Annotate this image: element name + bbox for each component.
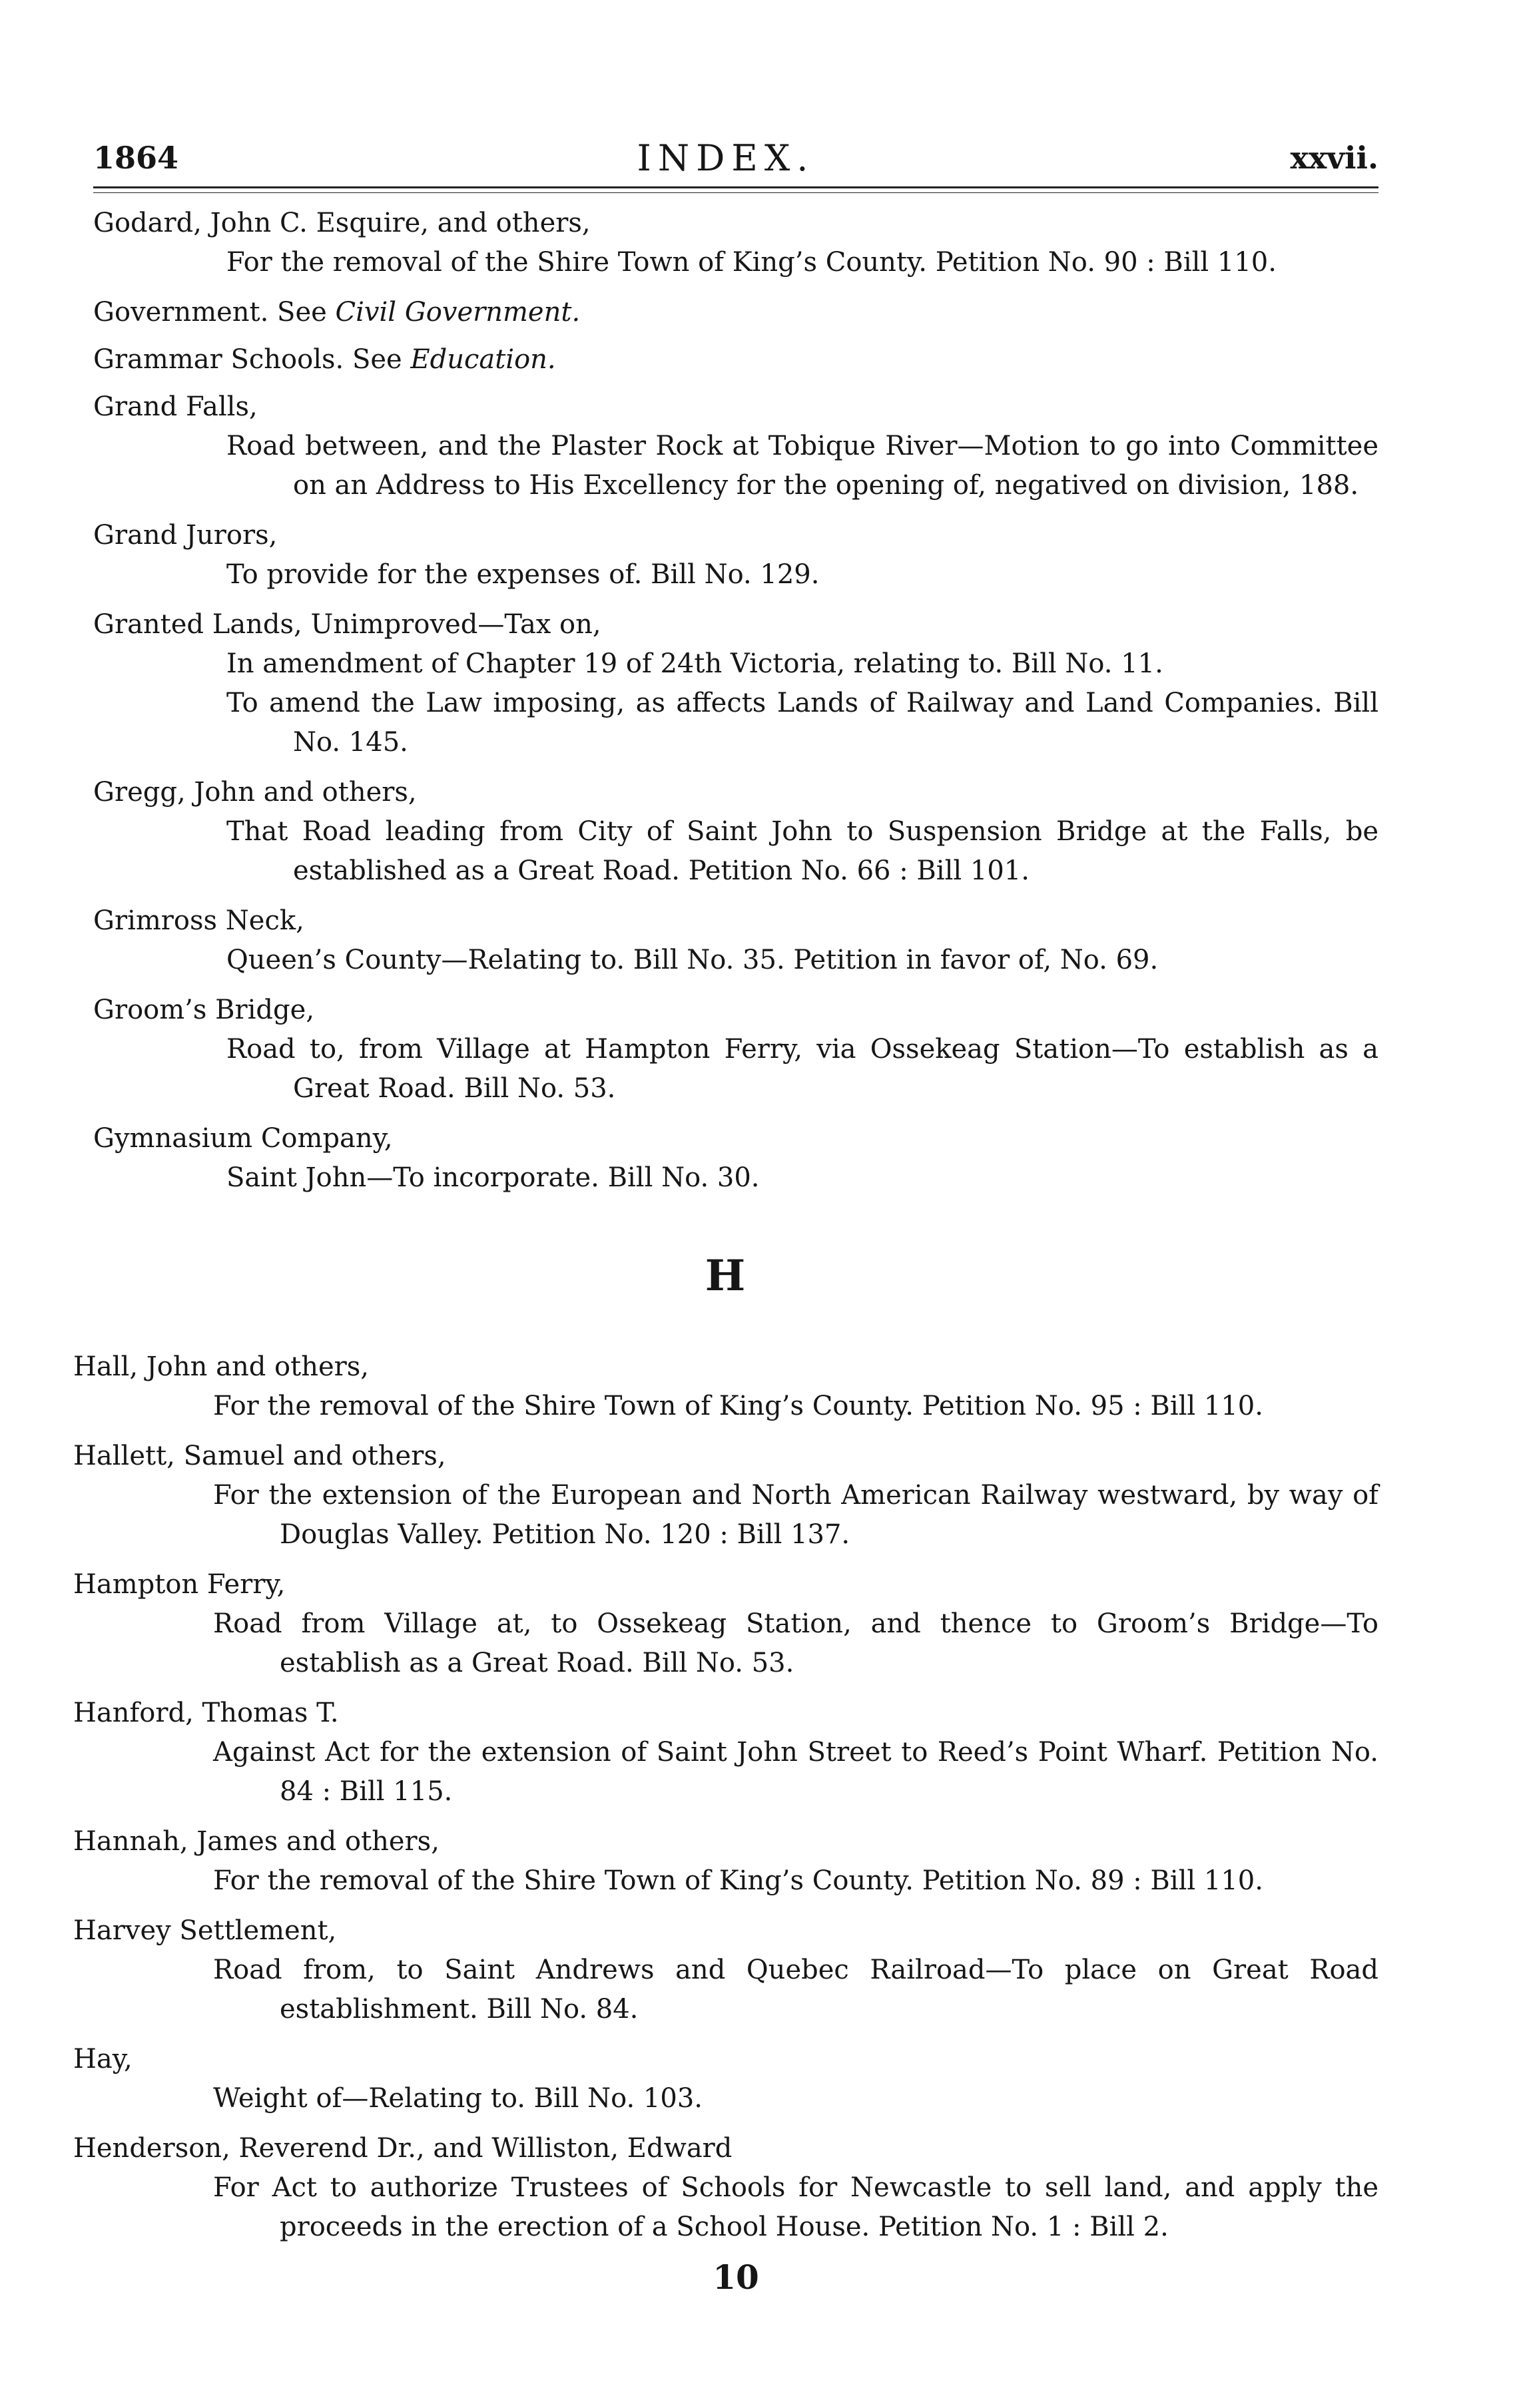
index-entry xyxy=(73,2040,1378,2118)
entry-subentry: For the extension of the European and North American Railway westward, by way of Douglas Valley. Petition No. 120 : Bill 137. xyxy=(213,1480,1378,1550)
entry-heading: Gregg, John and others, xyxy=(93,777,417,808)
index-entry xyxy=(73,1822,1378,1901)
cross-reference-term: Grammar Schools. See xyxy=(93,344,411,375)
entry-heading: Groom’s Bridge, xyxy=(93,995,315,1025)
entry-heading: Hannah, James and others, xyxy=(73,1826,440,1857)
entry-heading: Hay, xyxy=(73,2044,133,2074)
entry-subentry: Road between, and the Plaster Rock at Tobique River—Motion to go into Committee on an Address to His Excellency for the opening of, negatived on division, 188. xyxy=(226,431,1378,501)
index-entry xyxy=(93,1119,1378,1198)
header-rule xyxy=(93,186,1378,193)
section-h-entries xyxy=(73,1347,1378,2247)
index-entry xyxy=(93,901,1378,980)
entry-heading: Granted Lands, Unimproved—Tax on, xyxy=(93,609,601,640)
entry-subentry: Road from, to Saint Andrews and Quebec Railroad—To place on Great Road establishment. Bill No. 84. xyxy=(213,1955,1378,2025)
entry-subentry: For Act to authorize Trustees of Schools for Newcastle to sell land, and apply the proceeds in the erection of a School House. Petition No. 1 : Bill 2. xyxy=(213,2172,1378,2242)
cross-reference-term: Government. See xyxy=(93,297,336,328)
running-head xyxy=(73,126,1378,186)
section-g-entries xyxy=(73,204,1378,1198)
entry-subentry: To provide for the expenses of. Bill No. 129. xyxy=(226,559,820,590)
cross-reference-target: Education. xyxy=(410,344,556,375)
header-page-number: xxvii. xyxy=(1290,140,1378,176)
entry-heading: Hallett, Samuel and others, xyxy=(73,1441,446,1471)
entry-subentry: Queen’s County—Relating to. Bill No. 35. Petition in favor of, No. 69. xyxy=(226,945,1159,975)
folio-number: 10 xyxy=(713,2258,759,2297)
entry-heading: Grand Falls, xyxy=(93,391,258,422)
entry-subentry: For the removal of the Shire Town of King’s County. Petition No. 95 : Bill 110. xyxy=(213,1391,1263,1421)
index-entry xyxy=(93,516,1378,595)
entry-heading: Grand Jurors, xyxy=(93,520,278,551)
index-entry xyxy=(73,1694,1378,1811)
section-letter-h: H xyxy=(705,1251,747,1301)
entry-subentry: For the removal of the Shire Town of King’s County. Petition No. 89 : Bill 110. xyxy=(213,1865,1263,1896)
index-entry xyxy=(93,991,1378,1108)
entry-subentry: Road to, from Village at Hampton Ferry, via Ossekeag Station—To establish as a Great Road. Bill No. 53. xyxy=(226,1034,1378,1104)
index-entry xyxy=(73,1347,1378,1426)
entry-subentry: Against Act for the extension of Saint John Street to Reed’s Point Wharf. Petition No. 84 : Bill 115. xyxy=(213,1737,1378,1807)
entry-heading: Gymnasium Company, xyxy=(93,1123,393,1154)
header-year: 1864 xyxy=(93,140,179,176)
entry-subentry: That Road leading from City of Saint John to Suspension Bridge at the Falls, be established as a Great Road. Petition No. 66 : Bill 101. xyxy=(226,816,1378,886)
index-entry xyxy=(93,773,1378,891)
index-entry xyxy=(73,1911,1378,2029)
cross-reference-target: Civil Government. xyxy=(335,297,581,328)
entry-heading: Godard, John C. Esquire, and others, xyxy=(93,208,591,238)
cross-reference xyxy=(93,340,1378,379)
index-entry xyxy=(93,204,1378,282)
entry-subentry: Road from Village at, to Ossekeag Station, and thence to Groom’s Bridge—To establish as a Great Road. Bill No. 53. xyxy=(213,1608,1378,1678)
entry-heading: Hanford, Thomas T. xyxy=(73,1698,339,1728)
header-title: INDEX. xyxy=(637,137,815,179)
entry-subentry: Saint John—To incorporate. Bill No. 30. xyxy=(226,1162,760,1193)
index-entry xyxy=(93,605,1378,762)
entry-heading: Hampton Ferry, xyxy=(73,1569,286,1600)
cross-reference xyxy=(93,293,1378,332)
entry-subentry: In amendment of Chapter 19 of 24th Victoria, relating to. Bill No. 11. xyxy=(226,648,1163,679)
index-entry xyxy=(73,2129,1378,2247)
entry-subentry: Weight of—Relating to. Bill No. 103. xyxy=(213,2083,703,2114)
index-page xyxy=(73,126,1378,2297)
entry-heading: Hall, John and others, xyxy=(73,1351,369,1382)
entry-heading: Henderson, Reverend Dr., and Williston, Edward xyxy=(73,2133,733,2164)
index-entry xyxy=(73,1565,1378,1683)
entry-heading: Grimross Neck, xyxy=(93,905,304,936)
index-entry xyxy=(93,387,1378,505)
entry-heading: Harvey Settlement, xyxy=(73,1915,337,1946)
entry-subentry: For the removal of the Shire Town of King’s County. Petition No. 90 : Bill 110. xyxy=(226,247,1277,278)
entry-subentry: To amend the Law imposing, as affects Lands of Railway and Land Companies. Bill No. 145. xyxy=(226,688,1378,758)
index-entry xyxy=(73,1437,1378,1555)
